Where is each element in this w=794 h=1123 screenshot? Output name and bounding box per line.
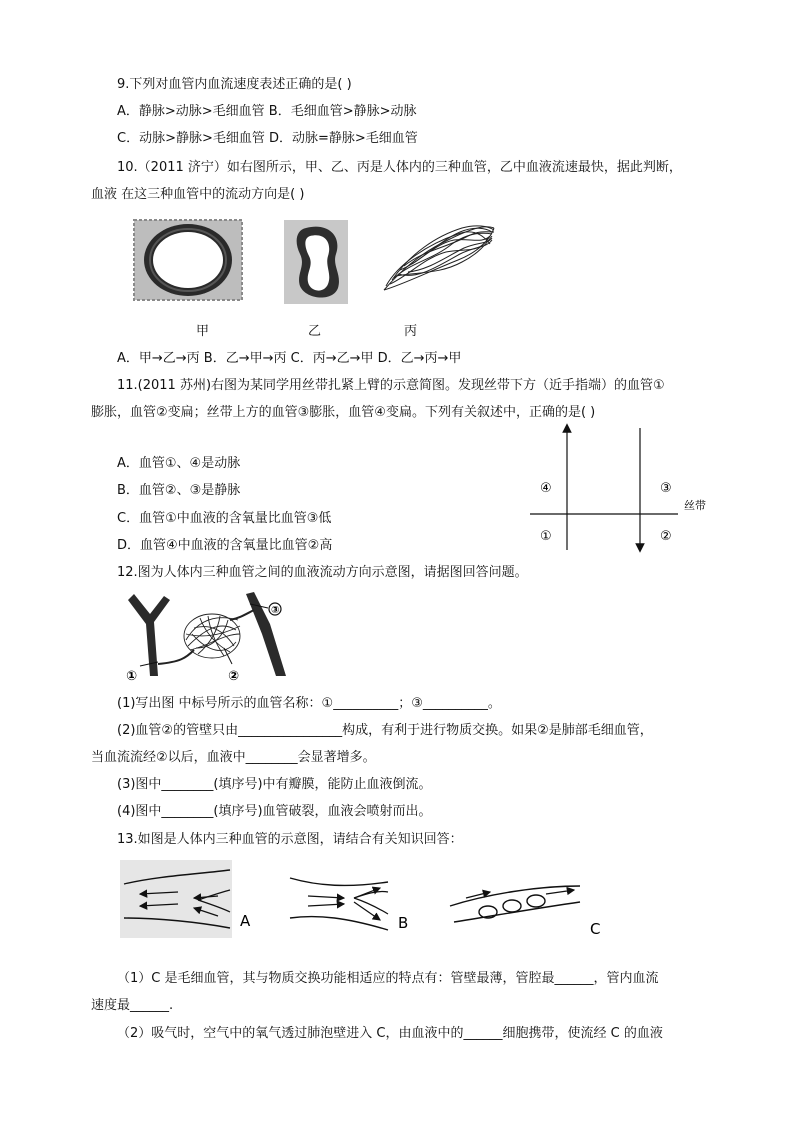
q10-vessel-figure bbox=[128, 214, 514, 306]
q12-part2-line2: 当血流流经②以后，血液中________会显著增多。 bbox=[91, 750, 376, 765]
label-c: C bbox=[590, 920, 601, 938]
q10-label-bing: 丙 bbox=[404, 324, 418, 339]
vessel-c bbox=[450, 886, 580, 922]
q11-option-a: A．血管①、④是动脉 bbox=[117, 456, 241, 471]
q9-options-ab: A．静脉>动脉>毛细血管 B．毛细血管>静脉>动脉 bbox=[117, 104, 417, 119]
label-armband: 丝带 bbox=[684, 499, 706, 512]
q13-part1-line2: 速度最______. bbox=[91, 998, 174, 1013]
label-vessel-2: ② bbox=[660, 529, 672, 544]
vessel-b bbox=[290, 878, 388, 930]
q9-stem: 9.下列对血管内血流速度表述正确的是( ) bbox=[117, 77, 352, 92]
q11-stem-line1: 11.(2011 苏州)右图为某同学用丝带扎紧上臂的示意简图。发现丝带下方（近手指端）的血管① bbox=[117, 378, 665, 393]
label-vessel-1: ① bbox=[126, 669, 138, 682]
vessel-a bbox=[120, 860, 232, 938]
label-vessel-2: ② bbox=[228, 669, 240, 682]
label-vessel-3: ③ bbox=[271, 605, 280, 616]
vessel-bing-capillary bbox=[384, 226, 494, 290]
q11-armband-figure bbox=[520, 420, 720, 560]
q10-label-jia: 甲 bbox=[196, 324, 210, 339]
label-b: B bbox=[398, 914, 409, 932]
q10-label-yi: 乙 bbox=[308, 324, 322, 339]
q10-stem-line1: 10.（2011 济宁）如右图所示，甲、乙、丙是人体内的三种血管，乙中血液流速最快，据此判断， bbox=[117, 160, 682, 175]
q12-part4: (4)图中________(填序号)血管破裂，血液会喷射而出。 bbox=[117, 804, 432, 819]
q11-option-b: B．血管②、③是静脉 bbox=[117, 483, 241, 498]
label-vessel-4: ④ bbox=[540, 481, 552, 496]
q10-options: A．甲→乙→丙 B．乙→甲→丙 C．丙→乙→甲 D．乙→丙→甲 bbox=[117, 351, 462, 366]
q12-part3: (3)图中________(填序号)中有瓣膜，能防止血液倒流。 bbox=[117, 777, 432, 792]
vessel-jia-artery bbox=[134, 220, 242, 300]
vessel-yi-vein bbox=[284, 220, 348, 304]
q10-stem-line2: 血液 在这三种血管中的流动方向是( ) bbox=[91, 187, 305, 202]
q11-stem-line2: 膨胀，血管②变扁；丝带上方的血管③膨胀，血管④变扁。下列有关叙述中，正确的是( ) bbox=[91, 405, 596, 420]
q12-part2-line1: (2)血管②的管壁只由________________构成，有利于进行物质交换。如果②是肺部毛细血管， bbox=[117, 723, 653, 738]
q12-vessel-figure bbox=[120, 590, 300, 682]
q12-part1: (1)写出图 中标号所示的血管名称：①__________；③__________。 bbox=[117, 696, 501, 711]
q9-options-cd: C．动脉>静脉>毛细血管 D．动脉=静脉>毛细血管 bbox=[117, 131, 418, 146]
q13-part2: （2）吸气时，空气中的氧气透过肺泡壁进入 C，由血液中的______细胞携带，使流经 C 的血液 bbox=[117, 1026, 663, 1041]
label-a: A bbox=[240, 912, 251, 930]
label-vessel-3: ③ bbox=[660, 481, 672, 496]
q13-part1-line1: （1）C 是毛细血管，其与物质交换功能相适应的特点有：管壁最薄，管腔最______，管内血流 bbox=[117, 971, 659, 986]
capillary-network bbox=[184, 614, 240, 658]
q11-option-c: C．血管①中血液的含氧量比血管③低 bbox=[117, 511, 332, 526]
q13-vessel-figure bbox=[118, 856, 618, 942]
q12-stem: 12.图为人体内三种血管之间的血液流动方向示意图，请据图回答问题。 bbox=[117, 565, 528, 580]
label-vessel-1: ① bbox=[540, 529, 552, 544]
q13-stem: 13.如图是人体内三种血管的示意图，请结合有关知识回答： bbox=[117, 832, 463, 847]
q11-option-d: D．血管④中血液的含氧量比血管②高 bbox=[117, 538, 333, 553]
